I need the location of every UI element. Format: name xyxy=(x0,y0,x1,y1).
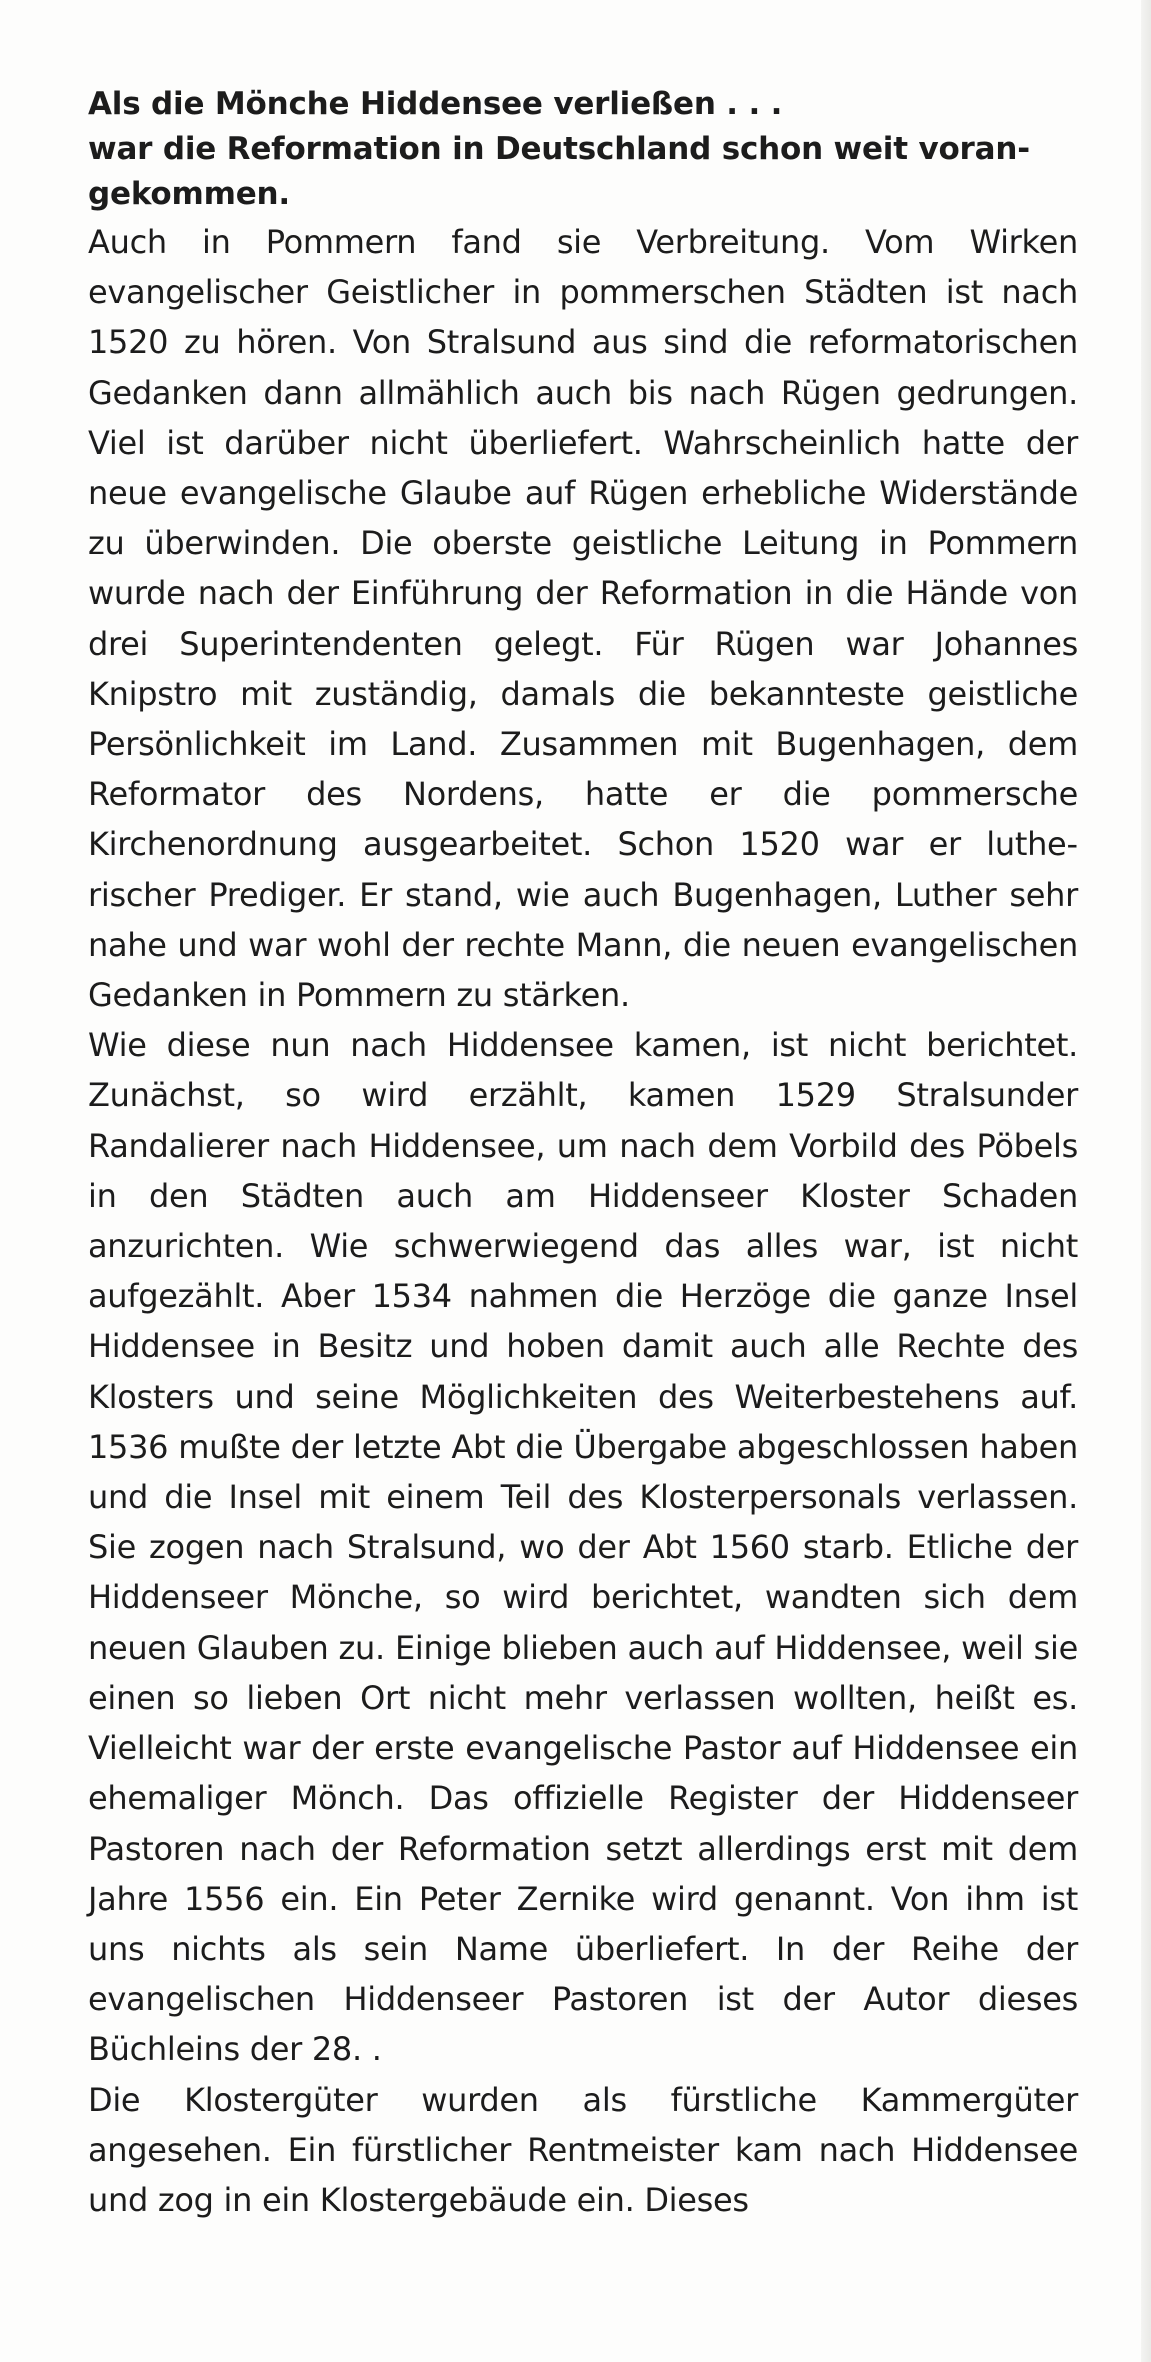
paragraph-klostergueter: Die Klostergüter wurden als fürstliche Kammergüter angesehen. Ein fürstlicher Rentmeister kam nach Hiddensee und zog in ein Klostergebäude ein. Dieses xyxy=(88,2080,1078,2219)
page-edge-shadow xyxy=(1141,0,1151,2362)
paragraph-reformation-pommern: Auch in Pommern fand sie Verbreitung. Vom Wirken evangelischer Geistlicher in pommerschen Städten ist nach 1520 zu hören. Von Stralsund aus sind die reformatorischen Gedanken dann allmählich auch bis nach Rügen gedrungen. Viel ist darüber nicht überliefert. Wahrscheinlich hatte der neue evangelische Glaube auf Rügen erhebliche Widerstände zu überwinden. Die oberste geistliche Leitung in Pommern wurde nach der Einführung der Reformation in die Hände von drei Superintendenten gelegt. Für Rügen war Johannes Knipstro mit zuständig, damals die bekannteste geistliche Persönlichkeit im Land. Zusammen mit Bugenhagen, dem Reformator des Nordens, hatte er die pommersche Kirchenordnung ausgearbeitet. Schon 1520 war er lutherischer Prediger. Er stand, wie auch Bugenhagen, Luther sehr nahe und war wohl der rechte Mann, die neuen evangelischen Gedanken in Pommern zu stärken. xyxy=(88,223,1078,1015)
heading-line-1: Als die Mönche Hiddensee verließen . . . xyxy=(88,86,783,122)
text-block xyxy=(88,82,1078,2225)
heading-line-3: gekommen. xyxy=(88,176,290,212)
paragraph-hiddensee-history: Wie diese nun nach Hiddensee kamen, ist nicht berichtet. Zunächst, so wird erzählt, kamen 1529 Stralsunder Randalierer nach Hiddensee, um nach dem Vorbild des Pöbels in den Städten auch am Hiddenseer Kloster Schaden anzurichten. Wie schwerwiegend das alles war, ist nicht aufgezählt. Aber 1534 nahmen die Herzöge die ganze Insel Hiddensee in Besitz und hoben damit auch alle Rechte des Klosters und seine Möglichkeiten des Weiterbestehens auf. 1536 mußte der letzte Abt die Übergabe abgeschlossen haben und die Insel mit einem Teil des Klosterpersonals verlassen. Sie zogen nach Stralsund, wo der Abt 1560 starb. Etliche der Hiddenseer Mönche, so wird berichtet, wandten sich dem neuen Glauben zu. Einige blieben auch auf Hiddensee, weil sie einen so lieben Ort nicht mehr verlassen wollten, heißt es. Vielleicht war der erste evangelische Pastor auf Hiddensee ein ehemaliger Mönch. Das offizielle Register der Hiddenseer Pastoren nach der Reformation setzt allerdings erst mit dem Jahre 1556 ein. Ein Peter Zernike wird genannt. Von ihm ist uns nichts als sein Name überliefert. In der Reihe der evangelischen Hiddenseer Pastoren ist der Autor dieses Büchleins der 28. . xyxy=(88,1026,1078,2069)
heading-line-2: war die Reformation in Deutschland schon weit voran- xyxy=(88,131,1030,167)
chapter-heading xyxy=(88,82,1078,217)
